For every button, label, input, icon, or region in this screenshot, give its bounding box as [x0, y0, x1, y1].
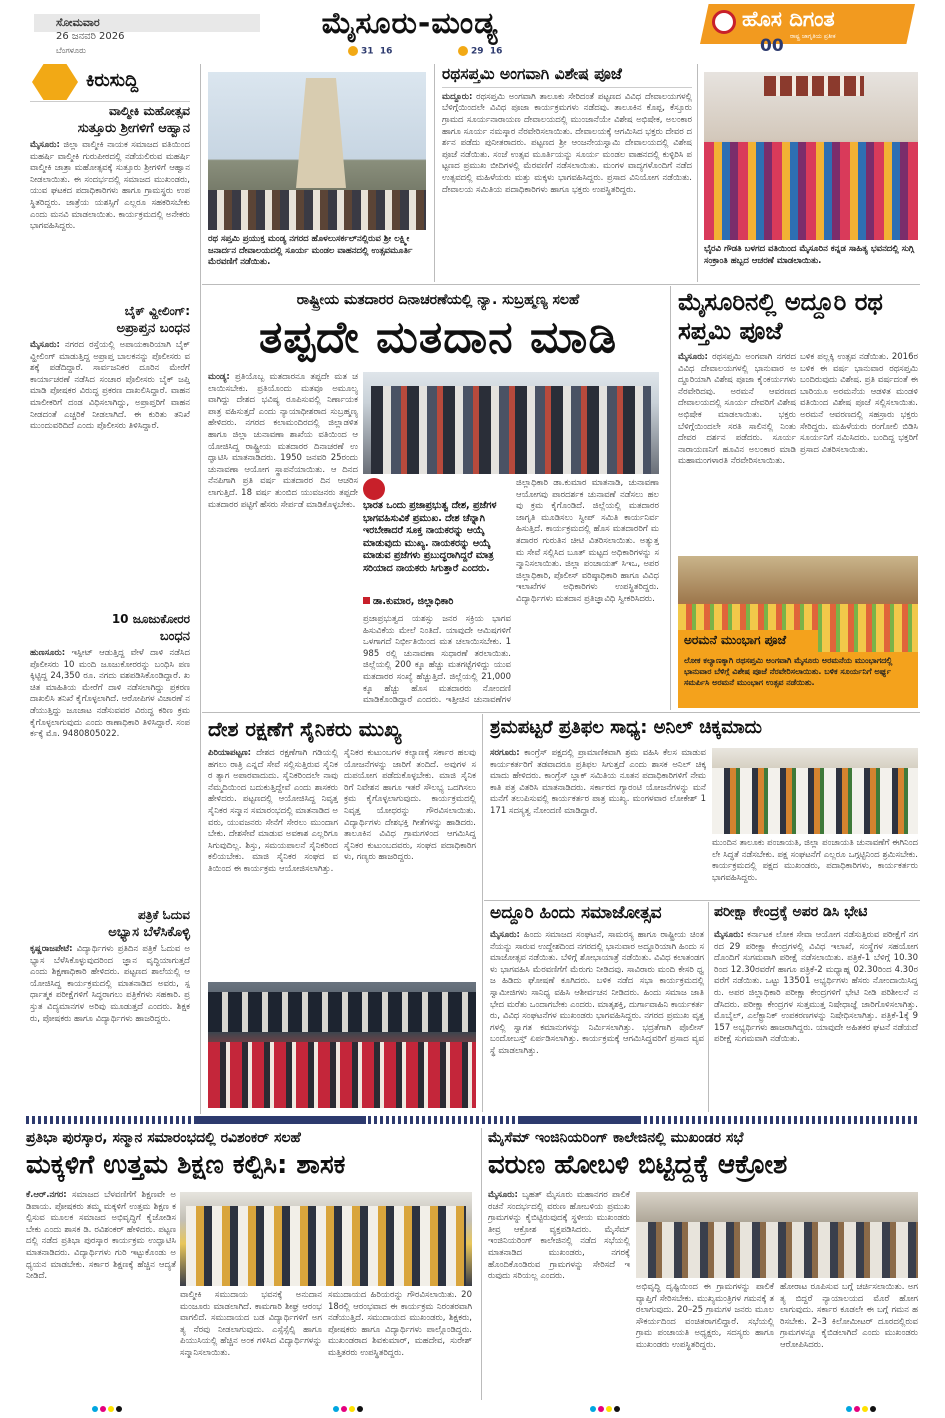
people-row: [712, 768, 918, 834]
brief-title: ಸುತ್ತೂರು ಶ್ರೀಗಳಿಗೆ ಆಹ್ವಾನ: [77, 121, 190, 136]
quote-bullet: [363, 597, 370, 604]
brand-logo-icon: [712, 10, 736, 34]
brief-title: ಬಂಧನ: [159, 629, 190, 644]
magenta-dot: [854, 1406, 860, 1412]
shrama-col-1: ಸರಗೂರು: ಕಾಂಗ್ರೆಸ್ ಪಕ್ಷದಲ್ಲಿ ಪ್ರಾಮಾಣಿಕವಾಗಿ ಶ್ರಮ ವಹಿಸಿ ಕೆಲಸ ಮಾಡುವ ಕಾರ್ಯಕರ್ತರಿಗೆ ತಡವಾದರೂ ಪ್ರತಿಫಲ ಸಿಗುತ್ತದೆ ಎಂದು ಶಾಸಕ ಅನಿಲ್ ಚಿಕ್ಕಮಾದು ಹೇಳಿದರು. ಕಾಂಗ್ರೆಸ್ ಬ್ಲಾಕ್ ಸಮಿತಿಯ ನೂತನ ಪದಾಧಿಕಾರಿಗಳಿಗೆ ನೇಮಕಾತಿ ಪತ್ರ ವಿತರಿಸಿ ಮಾತನಾಡಿದರು. ಸರ್ಕಾರದ ಗ್ಯಾರಂಟಿ ಯೋಜನೆಗಳನ್ನು ಮನೆ ಮನೆಗೆ ತಲುಪಿಸುವಲ್ಲಿ ಕಾರ್ಯಕರ್ತರ ಪಾತ್ರ ಮುಖ್ಯ. ಮಂಗಳವಾರ ಲೋಕೇಶ್ 1171 ಸದಸ್ಯತ್ವ ನೋಂದಣಿ ಮಾಡಿದ್ದಾರೆ.: [490, 748, 706, 816]
cyan-dot: [333, 1406, 339, 1412]
lead-col-4: ಪ್ರಜಾಪ್ರಭುತ್ವದ ಯಶಸ್ಸು ಜನರ ಸಕ್ರಿಯ ಭಾಗವಹಿಸುವಿಕೆಯ ಮೇಲೆ ನಿಂತಿದೆ. ಯಾವುದೇ ಆಮಿಷಗಳಿಗೆ ಒಳಗಾಗದೆ ನಿರ್ಭೀತಿಯಿಂದ ಮತ ಚಲಾಯಿಸಬೇಕು. 1985 ರಲ್ಲಿ ಚುನಾವಣಾ ಸುಧಾರಣೆ ತರಲಾಯಿತು. ಜಿಲ್ಲೆಯಲ್ಲಿ 200 ಕ್ಕೂ ಹೆಚ್ಚು ಮತಗಟ್ಟೆಗಳಿದ್ದು ಯುವ ಮತದಾರರ ಸಂಖ್ಯೆ ಹೆಚ್ಚುತ್ತಿದೆ. ಜಿಲ್ಲೆಯಲ್ಲಿ 21,000 ಕ್ಕೂ ಹೆಚ್ಚು ಹೊಸ ಮತದಾರರು ನೋಂದಣಿ ಮಾಡಿಕೊಂಡಿದ್ದಾರೆ ಎಂದರು. ಇತ್ತೀಚಿನ ಚುನಾವಣೆಗಳ: [363, 614, 511, 706]
palace-photo-caption: ಲೋಕ ಕಲ್ಯಾಣಕ್ಕಾಗಿ ರಥಸಪ್ತಮಿ ಅಂಗವಾಗಿ ಮೈಸೂರು ಅರಮನೆಯ ಮುಂಭಾಗದಲ್ಲಿ ಭಾನುವಾರ ಬೆಳಿಗ್ಗೆ ವಿಶೇಷ ಪೂಜೆ ನೆರವೇರಿಸಲಾಯಿತು. ಬಳಿಕ ಸೂರ್ಯನಿಗೆ ಅರ್ಘ್ಯ ಸಮರ್ಪಿಸಿ ಅರಮನೆ ಮುಂಭಾಗ ಉತ್ಸವ ನಡೆಯಿತು.: [684, 656, 893, 687]
lead-col-3: ಜಿಲ್ಲಾಧಿಕಾರಿ ಡಾ.ಕುಮಾರ ಮಾತನಾಡಿ, ಚುನಾವಣಾ ಆಯೋಗವು ಪಾರದರ್ಶಕ ಚುನಾವಣೆ ನಡೆಸಲು ಹಲವು ಕ್ರಮ ಕೈಗೊಂಡಿದೆ. ಜಿಲ್ಲೆಯಲ್ಲಿ ಮತದಾರರ ಜಾಗೃತಿ ಮೂಡಿಸಲು ಸ್ವೀಪ್ ಸಮಿತಿ ಕಾರ್ಯನಿರ್ವಹಿಸುತ್ತಿದೆ. ಕಾರ್ಯಕ್ರಮದಲ್ಲಿ ಹೊಸ ಮತದಾರರಿಗೆ ಮತದಾರರ ಗುರುತಿನ ಚೀಟಿ ವಿತರಿಸಲಾಯಿತು. ಅತ್ಯುತ್ತಮ ಸೇವೆ ಸಲ್ಲಿಸಿದ ಬೂತ್ ಮಟ್ಟದ ಅಧಿಕಾರಿಗಳನ್ನು ಸನ್ಮಾನಿಸಲಾಯಿತು. ಜಿಲ್ಲಾ ಪಂಚಾಯತ್ ಸಿಇಒ, ಅಪರ ಜಿಲ್ಲಾಧಿಕಾರಿ, ಪೊಲೀಸ್ ವರಿಷ್ಠಾಧಿಕಾರಿ ಹಾಗೂ ವಿವಿಧ ಇಲಾಖೆಗಳ ಅಧಿಕಾರಿಗಳು ಉಪಸ್ಥಿತರಿದ್ದರು. ವಿದ್ಯಾರ್ಥಿಗಳು ಮತದಾನ ಪ್ರತಿಜ್ಞಾವಿಧಿ ಸ್ವೀಕರಿಸಿದರು.: [516, 478, 659, 604]
quote-icon: [363, 478, 385, 500]
officials-row: [371, 386, 651, 474]
article-title: ರಥಸಪ್ತಮಿ ಅಂಗವಾಗಿ ವಿಶೇಷ ಪೂಜೆ: [442, 66, 692, 88]
day-label: ಸೋಮವಾರ: [56, 16, 100, 29]
education-col-3: ಸಮುದಾಯದ ಹಿರಿಯರನ್ನು ಗೌರವಿಸಲಾಯಿತು. 2018ರಲ್ಲಿ ಆರಂಭವಾದ ಈ ಕಾರ್ಯಕ್ರಮ ನಿರಂತರವಾಗಿ ನಡೆಯುತ್ತಿದೆ. ಸಮುದಾಯದ ಮುಖಂಡರು, ಶಿಕ್ಷಕರು, ಪೋಷಕರು ಹಾಗೂ ವಿದ್ಯಾರ್ಥಿಗಳು ಪಾಲ್ಗೊಂಡಿದ್ದರು. ಮುಖಂಡರಾದ ಶಿವಕುಮಾರ್, ಮಹದೇವ, ಸುರೇಶ್ ಮತ್ತಿತರರು ಉಪಸ್ಥಿತರಿದ್ದರು.: [328, 1290, 472, 1358]
sankranti-photo-caption: ಭೈರವಿ ಗೌಡತಿ ಬಳಗದ ವತಿಯಿಂದ ಮೈಸೂರಿನ ಕನ್ನಡ ಸಾಹಿತ್ಯ ಭವನದಲ್ಲಿ ಸುಗ್ಗಿ ಸಂಕ್ರಾಂತಿ ಹಬ್ಬದ ಆಚರಣೆ ಮಾಡಲಾಯಿತು.: [704, 244, 915, 266]
pariksha-headline: ಪರೀಕ್ಷಾ ಕೇಂದ್ರಕ್ಕೆ ಅಪರ ಡಿಸಿ ಭೇಟಿ: [714, 904, 868, 920]
varuna-col-3: ಹೋರಾಟ ರೂಪಿಸುವ ಬಗ್ಗೆ ಚರ್ಚಿಸಲಾಯಿತು. ಅಗತ್ಯ ಬಿದ್ದರೆ ನ್ಯಾಯಾಲಯದ ಮೊರೆ ಹೋಗಲಾಗುವುದು. ಸರ್ಕಾರ ಕೂಡಲೇ ಈ ಬಗ್ಗೆ ಗಮನ ಹರಿಸಬೇಕು. 2–3 ಕಿಲೋಮೀಟರ್ ದೂರದಲ್ಲಿರುವ ಗ್ರಾಮಗಳನ್ನೂ ಕೈಬಿಡಲಾಗಿದೆ ಎಂದು ಮುಖಂಡರು ಆರೋಪಿಸಿದರು.: [780, 1282, 918, 1350]
army-col-1: ಪಿರಿಯಾಪಟ್ಟಣ: ದೇಶದ ರಕ್ಷಣೆಗಾಗಿ ಗಡಿಯಲ್ಲಿ ಹಗಲು ರಾತ್ರಿ ಎನ್ನದೆ ಸೇವೆ ಸಲ್ಲಿಸುತ್ತಿರುವ ಸೈನಿಕರ ತ್ಯಾಗ ಅಪಾರವಾದುದು. ಸೈನಿಕರಿಂದಲೇ ನಾವು ನೆಮ್ಮದಿಯಿಂದ ಬದುಕುತ್ತಿದ್ದೇವೆ ಎಂದು ಶಾಸಕರು ಹೇಳಿದರು. ಪಟ್ಟಣದಲ್ಲಿ ಆಯೋಜಿಸಿದ್ದ ನಿವೃತ್ತ ಸೈನಿಕರ ಸನ್ಮಾನ ಸಮಾರಂಭದಲ್ಲಿ ಮಾತನಾಡಿದ ಅವರು, ಯುವಜನರು ಸೇನೆಗೆ ಸೇರಲು ಮುಂದಾಗಬೇಕು. ದೇಶಸೇವೆ ಮಾಡುವ ಅವಕಾಶ ಎಲ್ಲರಿಗೂ ಸಿಗುವುದಿಲ್ಲ. ಶಿಸ್ತು, ಸಮಯಪಾಲನೆ ಸೈನಿಕರಿಂದ ಕಲಿಯಬೇಕು. ಮಾಜಿ ಸೈನಿಕರ ಸಂಘದ ವತಿಯಿಂದ ಈ ಕಾರ್ಯಕ್ರಮ ಆಯೋಜಿಸಲಾಗಿತ್ತು.: [208, 748, 338, 874]
brief-2: [30, 304, 190, 558]
quote-text: ಭಾರತ ಒಂದು ಪ್ರಜಾಪ್ರಭುತ್ವ ದೇಶ, ಪ್ರಜೆಗಳ ಭಾಗವಹಿಸುವಿಕೆ ಪ್ರಮುಖ. ದೇಶ ಚೆನ್ನಾಗಿ ಇರಬೇಕಾದರೆ ಸೂಕ್ತ ನಾಯಕರನ್ನು ಆಯ್ಕೆ ಮಾಡುವುದು ಮುಖ್ಯ. ನಾಯಕರನ್ನು ಆಯ್ಕೆ ಮಾಡುವ ಪ್ರಜೆಗಳು ಪ್ರಬುದ್ಧರಾಗಿದ್ದರೆ ಮಾತ್ರ ಸರಿಯಾದ ನಾಯಕರು ಸಿಗುತ್ತಾರೆ ಎಂದರು.: [363, 500, 497, 574]
print-registration-marks-left: [92, 1406, 124, 1412]
column-divider: [200, 64, 201, 1114]
ratha-col-1: ಮೈಸೂರು: ರಥಸಪ್ತಮಿ ಅಂಗವಾಗಿ ನಗರದ ವಿವಿಧ ದೇವಾಲಯಗಳಲ್ಲಿ ಭಾನುವಾರ ಅದ್ದೂರಿಯಾಗಿ ವಿಶೇಷ ಪೂಜಾ ಕೈಂಕರ್ಯಗಳು ನೆರವೇರಿದವು. ಅರಮನೆ ಆವರಣದ ದೇವಾಲಯದಲ್ಲಿ ಸೂರ್ಯ ದೇವರಿಗೆ ವಿಶೇಷ ಅಭಿಷೇಕ ಮಾಡಲಾಯಿತು. ಭಕ್ತರು ಬೆಳಿಗ್ಗೆಯಿಂದಲೇ ಸರತಿ ಸಾಲಿನಲ್ಲಿ ನಿಂತು ದೇವರ ದರ್ಶನ ಪಡೆದರು. ಸೂರ್ಯ ನಾರಾಯಣನಿಗೆ ಹೂವಿನ ಅಲಂಕಾರ ಮಾಡಿ ಮಹಾಮಂಗಳಾರತಿ ನೆರವೇರಿಸಲಾಯಿತು.: [678, 352, 796, 467]
separator-accent: [520, 1116, 640, 1124]
brand-name: ಹೊಸ ದಿಗಂತ: [742, 7, 835, 31]
brief-kicker: ಬೈಕ್ ವ್ಹೀಲಿಂಗ್:: [124, 304, 190, 318]
brief-body: ಮೈಸೂರು: ನಗರದ ರಸ್ತೆಯಲ್ಲಿ ಅಪಾಯಕಾರಿಯಾಗಿ ಬೈಕ್ ವ್ಹೀಲಿಂಗ್ ಮಾಡುತ್ತಿದ್ದ ಅಪ್ರಾಪ್ತ ಬಾಲಕನನ್ನು ಪೊಲೀಸರು ವಶಕ್ಕೆ ಪಡೆದಿದ್ದಾರೆ. ಸಾರ್ವಜನಿಕರ ದೂರಿನ ಮೇರೆಗೆ ಕಾರ್ಯಾಚರಣೆ ನಡೆಸಿದ ಸಂಚಾರ ಪೊಲೀಸರು ಬೈಕ್ ಜಪ್ತಿ ಮಾಡಿ ಪೋಷಕರ ವಿರುದ್ಧ ಪ್ರಕರಣ ದಾಖಲಿಸಿದ್ದಾರೆ. ವಾಹನ ಮಾಲೀಕರಿಗೆ ದಂಡ ವಿಧಿಸಲಾಗಿದ್ದು, ಅಪ್ರಾಪ್ತರಿಗೆ ವಾಹನ ನೀಡದಂತೆ ಎಚ್ಚರಿಕೆ ನೀಡಲಾಗಿದೆ. ಈ ಕುರಿತು ತನಿಖೆ ಮುಂದುವರಿದಿದೆ ಎಂದು ಪೊಲೀಸರು ತಿಳಿಸಿದ್ದಾರೆ.: [30, 340, 190, 432]
brief-kicker: ವಾಲ್ಮೀಕಿ ಮಹೋತ್ಸವ: [108, 104, 190, 118]
cyan-dot: [92, 1406, 98, 1412]
temple-photo-caption: ರಥ ಸಪ್ತಮಿ ಪ್ರಯುಕ್ತ ಮಂಡ್ಯ ನಗರದ ಹೊಳಲುಸರ್ಕಲ್‌ನಲ್ಲಿರುವ ಶ್ರೀ ಲಕ್ಷ್ಮೀ ಜನಾರ್ದನ ದೇವಾಲಯದಲ್ಲಿ ಸೂರ್ಯ ಮಂಡಲ ವಾಹನದಲ್ಲಿ ಉತ್ಸವಮೂರ್ತಿ ಮೆರವಣಿಗೆ ನಡೆಯಿತು.: [208, 234, 413, 267]
honorees-row: [186, 1206, 466, 1286]
black-dot: [870, 1406, 876, 1412]
weather-2: 29 16: [458, 46, 502, 57]
black-dot: [116, 1406, 122, 1412]
brief-body: ಮೈಸೂರು: ಜಿಲ್ಲಾ ವಾಲ್ಮೀಕಿ ನಾಯಕ ಸಮಾಜದ ವತಿಯಿಂದ ಮಹರ್ಷಿ ವಾಲ್ಮೀಕಿ ಗುರುಪೀಠದಲ್ಲಿ ನಡೆಯಲಿರುವ ಮಹರ್ಷಿ ವಾಲ್ಮೀಕಿ ಜಾತ್ರಾ ಮಹೋತ್ಸವಕ್ಕೆ ಸುತ್ತೂರು ಶ್ರೀಗಳಿಗೆ ಆಹ್ವಾನ ನೀಡಲಾಯಿತು. ಈ ಸಂದರ್ಭದಲ್ಲಿ ಸಮಾಜದ ಮುಖಂಡರು, ಯುವ ಘಟಕದ ಪದಾಧಿಕಾರಿಗಳು ಹಾಗೂ ಗ್ರಾಮಸ್ಥರು ಉಪಸ್ಥಿತರಿದ್ದರು. ಜಾತ್ರೆಯ ಯಶಸ್ಸಿಗೆ ಎಲ್ಲರೂ ಸಹಕರಿಸಬೇಕು ಎಂದು ಮನವಿ ಮಾಡಲಾಯಿತು. ಕಾರ್ಯಕ್ರಮದಲ್ಲಿ ಅನೇಕರು ಭಾಗವಹಿಸಿದ್ದರು.: [30, 140, 190, 232]
column-divider: [481, 1128, 482, 1400]
varuna-headline: ವರುಣ ಹೋಬಳಿ ಬಿಟ್ಟಿದ್ದಕ್ಕೆ ಆಕ್ರೋಶ: [488, 1150, 788, 1180]
soldiers-row: [208, 992, 476, 1032]
meeting-photo: [636, 1192, 918, 1278]
brief-kicker: 10 ಜೂಜುಕೋರರ: [111, 612, 190, 626]
temple-tower: [296, 78, 346, 188]
kirusuddi-header: [30, 62, 190, 102]
group-of-people: [704, 142, 918, 240]
brief-body: ಹುಣಸೂರು: ಇಸ್ಪೀಟ್ ಆಡುತ್ತಿದ್ದ ವೇಳೆ ದಾಳಿ ನಡೆಸಿದ ಪೊಲೀಸರು 10 ಮಂದಿ ಜೂಜುಕೋರರನ್ನು ಬಂಧಿಸಿ ಪಣಕ್ಕಿಟ್ಟಿದ್ದ 24,350 ರೂ. ನಗದು ವಶಪಡಿಸಿಕೊಂಡಿದ್ದಾರೆ. ಖಚಿತ ಮಾಹಿತಿಯ ಮೇರೆಗೆ ದಾಳಿ ನಡೆಸಲಾಗಿದ್ದು ಪ್ರಕರಣ ದಾಖಲಿಸಿ ತನಿಖೆ ಕೈಗೊಳ್ಳಲಾಗಿದೆ. ಆರೋಪಿಗಳ ವಿಚಾರಣೆ ನಡೆಯುತ್ತಿದ್ದು ಜೂಜಾಟ ನಡೆಸುವವರ ವಿರುದ್ಧ ಕಠಿಣ ಕ್ರಮ ಕೈಗೊಳ್ಳಲಾಗುವುದು ಎಂದು ಠಾಣಾಧಿಕಾರಿ ತಿಳಿಸಿದ್ದಾರೆ. ಸಂಪರ್ಕಕ್ಕೆ ಮೊ. 9480805022.: [30, 648, 190, 740]
samajotsava-headline: ಅದ್ದೂರಿ ಹಿಂದು ಸಮಾಜೋತ್ಸವ: [490, 903, 662, 923]
pointing-hand-icon: [32, 64, 78, 100]
education-col-1: ಕೆ.ಆರ್.ನಗರ: ಸಮಾಜದ ಬೆಳವಣಿಗೆಗೆ ಶಿಕ್ಷಣವೇ ಅಡಿಪಾಯ. ಪೋಷಕರು ತಮ್ಮ ಮಕ್ಕಳಿಗೆ ಉತ್ತಮ ಶಿಕ್ಷಣ ಕಲ್ಪಿಸುವ ಮೂಲಕ ಸಮಾಜದ ಅಭಿವೃದ್ಧಿಗೆ ಕೈಜೋಡಿಸಬೇಕು ಎಂದು ಶಾಸಕ ಡಿ. ರವಿಶಂಕರ್ ಹೇಳಿದರು. ಪಟ್ಟಣದಲ್ಲಿ ನಡೆದ ಪ್ರತಿಭಾ ಪುರಸ್ಕಾರ ಕಾರ್ಯಕ್ರಮ ಉದ್ಘಾಟಿಸಿ ಮಾತನಾಡಿದರು. ವಿದ್ಯಾರ್ಥಿಗಳು ಗುರಿ ಇಟ್ಟುಕೊಂಡು ಅಧ್ಯಯನ ಮಾಡಬೇಕು. ಸರ್ಕಾರ ಶಿಕ್ಷಣಕ್ಕೆ ಹೆಚ್ಚಿನ ಆದ್ಯತೆ ನೀಡಿದೆ.: [26, 1190, 176, 1282]
print-registration-marks-center-left: [333, 1406, 365, 1412]
yellow-dot: [862, 1406, 868, 1412]
cyan-dot: [590, 1406, 596, 1412]
sun-icon: [458, 46, 468, 56]
ratha-special-article: [442, 66, 692, 282]
education-kicker: ಪ್ರತಿಭಾ ಪುರಸ್ಕಾರ, ಸನ್ಮಾನ ಸಮಾರಂಭದಲ್ಲಿ ರವಿಶಂಕರ್ ಸಲಹೆ: [26, 1130, 301, 1146]
brief-3: [30, 612, 190, 878]
magenta-dot: [100, 1406, 106, 1412]
ratha-headline: ಮೈಸೂರಿನಲ್ಲಿ ಅದ್ದೂರಿ ರಥ ಸಪ್ತಮಿ ಪೂಜೆ: [678, 288, 883, 345]
row-divider: [484, 900, 920, 901]
row-divider: [202, 284, 920, 285]
shrama-headline: ಶ್ರಮಪಟ್ಟರೆ ಪ್ರತಿಫಲ ಸಾಧ್ಯ: ಅನಿಲ್ ಚಿಕ್ಕಮಾದು: [490, 717, 763, 738]
brief-kicker: ಪತ್ರಿಕೆ ಓದುವ: [138, 908, 190, 922]
page-number: 00: [760, 36, 784, 56]
black-dot: [357, 1406, 363, 1412]
column-divider: [482, 714, 483, 1112]
brief-1: [30, 104, 190, 292]
congress-photo: [712, 748, 918, 834]
section-separator: [26, 1116, 920, 1124]
varuna-col-1: ಮೈಸೂರು: ಬೃಹತ್ ಮೈಸೂರು ಮಹಾನಗರ ಪಾಲಿಕೆ ರಚನೆ ಸಂದರ್ಭದಲ್ಲಿ ವರುಣ ಹೋಬಳಿಯ ಪ್ರಮುಖ ಗ್ರಾಮಗಳನ್ನು ಕೈಬಿಟ್ಟಿರುವುದಕ್ಕೆ ಸ್ಥಳೀಯ ಮುಖಂಡರು ತೀವ್ರ ಆಕ್ರೋಶ ವ್ಯಕ್ತಪಡಿಸಿದರು. ಮೈಸೆಮ್ ಇಂಜಿನಿಯರಿಂಗ್ ಕಾಲೇಜಿನಲ್ಲಿ ನಡೆದ ಸಭೆಯಲ್ಲಿ ಮಾತನಾಡಿದ ಮುಖಂಡರು, ನಗರಕ್ಕೆ ಹೊಂದಿಕೊಂಡಿರುವ ಗ್ರಾಮಗಳನ್ನು ಸೇರಿಸದೆ ಇರುವುದು ಸರಿಯಲ್ಲ ಎಂದರು.: [488, 1190, 630, 1282]
felicitation-photo: [180, 1192, 472, 1286]
yellow-dot: [108, 1406, 114, 1412]
brief-title: ಅಭ್ಯಾಸ ಬೆಳೆಸಿಕೊಳ್ಳಿ: [108, 925, 190, 940]
kirusuddi-title: ಕಿರುಸುದ್ದಿ: [86, 70, 139, 91]
brief-4: [30, 908, 190, 1104]
temple-photo: [208, 72, 426, 230]
print-registration-marks-right: [846, 1406, 878, 1412]
students-row: [208, 1042, 476, 1108]
education-headline: ಮಕ್ಕಳಿಗೆ ಉತ್ತಮ ಶಿಕ್ಷಣ ಕಲ್ಪಿಸಿ: ಶಾಸಕ: [26, 1150, 346, 1180]
attendees-row: [636, 1222, 918, 1278]
date-label: 26 ಜನವರಿ 2026: [56, 31, 125, 42]
column-divider: [708, 902, 709, 1112]
varuna-col-2: ಅಭಿವೃದ್ಧಿ ದೃಷ್ಟಿಯಿಂದ ಈ ಗ್ರಾಮಗಳನ್ನು ಪಾಲಿಕೆ ವ್ಯಾಪ್ತಿಗೆ ಸೇರಿಸಬೇಕು. ಮುಖ್ಯಮಂತ್ರಿಗಳ ಗಮನಕ್ಕೆ ತರಲಾಗುವುದು. 20–25 ಗ್ರಾಮಗಳ ಜನರು ಮೂಲಸೌಕರ್ಯದಿಂದ ವಂಚಿತರಾಗಲಿದ್ದಾರೆ. ಸಭೆಯಲ್ಲಿ ಗ್ರಾಮ ಪಂಚಾಯತಿ ಅಧ್ಯಕ್ಷರು, ಸದಸ್ಯರು ಹಾಗೂ ಮುಖಂಡರು ಉಪಸ್ಥಿತರಿದ್ದರು.: [636, 1282, 774, 1350]
print-registration-marks-center-right: [590, 1406, 622, 1412]
brief-title: ಅಪ್ರಾಪ್ತನ ಬಂಧನ: [116, 321, 190, 336]
soldiers-photo: [208, 982, 476, 1108]
shrama-col-2: ಮುಂದಿನ ತಾಲೂಕು ಪಂಚಾಯತಿ, ಜಿಲ್ಲಾ ಪಂಚಾಯತಿ ಚುನಾವಣೆಗೆ ಈಗಿನಿಂದಲೇ ಸಿದ್ಧತೆ ನಡೆಸಬೇಕು. ಪಕ್ಷ ಸಂಘಟನೆಗೆ ಎಲ್ಲರೂ ಒಗ್ಗಟ್ಟಿನಿಂದ ಶ್ರಮಿಸಬೇಕು. ಕಾರ್ಯಕ್ರಮದಲ್ಲಿ ಪಕ್ಷದ ಮುಖಂಡರು, ಪದಾಧಿಕಾರಿಗಳು, ಕಾರ್ಯಕರ್ತರು ಭಾಗವಹಿಸಿದ್ದರು.: [712, 838, 918, 883]
sankranti-photo: [704, 72, 918, 240]
education-col-2: ವಾಲ್ಮೀಕಿ ಸಮುದಾಯ ಭವನಕ್ಕೆ ಅನುದಾನ ಮಂಜೂರು ಮಾಡಲಾಗಿದೆ. ಕಾಮಗಾರಿ ಶೀಘ್ರ ಆರಂಭವಾಗಲಿದೆ. ಸಮುದಾಯದ ಬಡ ವಿದ್ಯಾರ್ಥಿಗಳಿಗೆ ಅಗತ್ಯ ನೆರವು ನೀಡಲಾಗುವುದು. ಎಸ್ಸೆಸ್ಸೆಲ್ಸಿ ಹಾಗೂ ಪಿಯುಸಿಯಲ್ಲಿ ಹೆಚ್ಚಿನ ಅಂಕ ಗಳಿಸಿದ ವಿದ್ಯಾರ್ಥಿಗಳನ್ನು ಸನ್ಮಾನಿಸಲಾಯಿತು.: [180, 1290, 322, 1358]
article-body: ಮದ್ದೂರು: ರಥಸಪ್ತಮಿ ಅಂಗವಾಗಿ ತಾಲೂಕು ಸೇರಿದಂತೆ ಪಟ್ಟಣದ ವಿವಿಧ ದೇವಾಲಯಗಳಲ್ಲಿ ಬೆಳಿಗ್ಗೆಯಿಂದಲೇ ವಿವಿಧ ಪೂಜಾ ಕಾರ್ಯಕ್ರಮಗಳು ನಡೆದವು. ತಾಲೂಕಿನ ಕೊಪ್ಪ, ಕೆಸ್ತೂರು ಗ್ರಾಮದ ಸೂರ್ಯನಾರಾಯಣ ದೇವಾಲಯದಲ್ಲಿ ಮುಂಜಾನೆಯೇ ವಿಶೇಷ ಅಭಿಷೇಕ, ಅಲಂಕಾರ ಹಾಗೂ ಸೂರ್ಯ ನಮಸ್ಕಾರ ನೆರವೇರಿಸಲಾಯಿತು. ದೇವಾಲಯಕ್ಕೆ ಆಗಮಿಸಿದ ಭಕ್ತರು ದೇವರ ದರ್ಶನ ಪಡೆದು ಪುನೀತರಾದರು. ಪಟ್ಟಣದ ಶ್ರೀ ಆಂಜನೇಯಸ್ವಾಮಿ ದೇವಾಲಯದಲ್ಲಿ ವಿಶೇಷ ಪೂಜೆ ನಡೆಯಿತು. ಸಂಜೆ ಉತ್ಸವ ಮೂರ್ತಿಯನ್ನು ಸೂರ್ಯ ಮಂಡಲ ವಾಹನದಲ್ಲಿ ಕುಳ್ಳಿರಿಸಿ ಪಟ್ಟಣದ ಪ್ರಮುಖ ಬೀದಿಗಳಲ್ಲಿ ಮೆರವಣಿಗೆ ನಡೆಸಲಾಯಿತು. ಮಂಗಳ ವಾದ್ಯಗಳೊಂದಿಗೆ ನಡೆದ ಉತ್ಸವದಲ್ಲಿ ಮಹಿಳೆಯರು ಮತ್ತು ಮಕ್ಕಳು ಭಾಗವಹಿಸಿದ್ದರು. ಪ್ರಸಾದ ವಿನಿಯೋಗ ನಡೆಯಿತು. ದೇವಾಲಯ ಸಮಿತಿಯ ಪದಾಧಿಕಾರಿಗಳು ಹಾಗೂ ಭಕ್ತರು ಉಪಸ್ಥಿತರಿದ್ದರು.: [442, 91, 692, 195]
quote-attribution: ಡಾ.ಕುಮಾರ, ಜಿಲ್ಲಾಧಿಕಾರಿ: [363, 596, 453, 607]
palace-photo-label-text: ಅರಮನೆ ಮುಂಭಾಗ ಪೂಜೆ: [684, 633, 787, 647]
pariksha-body: ಮೈಸೂರು: ಕರ್ನಾಟಕ ಲೋಕ ಸೇವಾ ಆಯೋಗ ನಡೆಸುತ್ತಿರುವ ಪರೀಕ್ಷೆಗೆ ನಗರದ 29 ಪರೀಕ್ಷಾ ಕೇಂದ್ರಗಳಲ್ಲಿ ವಿವಿಧ ಇಲಾಖೆ, ಸಂಸ್ಥೆಗಳ ಸಹಯೋಗದೊಂದಿಗೆ ಸುಗಮವಾಗಿ ಪರೀಕ್ಷೆ ನಡೆಸಲಾಯಿತು. ಪತ್ರಿಕೆ-1 ಬೆಳಿಗ್ಗೆ 10.30ರಿಂದ 12.30ರವರೆಗೆ ಹಾಗೂ ಪತ್ರಿಕೆ-2 ಮಧ್ಯಾಹ್ನ 02.30ರಿಂದ 4.30ರವರೆಗೆ ನಡೆಯಿತು. ಒಟ್ಟು 13501 ಅಭ್ಯರ್ಥಿಗಳು ಹೆಸರು ನೋಂದಾಯಿಸಿದ್ದರು. ಅಪರ ಜಿಲ್ಲಾಧಿಕಾರಿ ಪರೀಕ್ಷಾ ಕೇಂದ್ರಗಳಿಗೆ ಭೇಟಿ ನೀಡಿ ಪರಿಶೀಲನೆ ನಡೆಸಿದರು. ಪರೀಕ್ಷಾ ಕೇಂದ್ರಗಳ ಸುತ್ತಮುತ್ತ ನಿಷೇಧಾಜ್ಞೆ ಜಾರಿಗೊಳಿಸಲಾಗಿತ್ತು. ಮೊಬೈಲ್, ಎಲೆಕ್ಟ್ರಾನಿಕ್ ಉಪಕರಣಗಳನ್ನು ನಿಷೇಧಿಸಲಾಗಿತ್ತು. ಪತ್ರಿಕೆ-1ಕ್ಕೆ 9157 ಅಭ್ಯರ್ಥಿಗಳು ಹಾಜರಾಗಿದ್ದರು. ಯಾವುದೇ ಅಹಿತಕರ ಘಟನೆ ನಡೆಯದೆ ಪರೀಕ್ಷೆ ಸುಗಮವಾಗಿ ನಡೆಯಿತು.: [714, 930, 918, 1045]
samajotsava-body: ಮೈಸೂರು: ಹಿಂದು ಸಮಾಜದ ಸಂಘಟನೆ, ಸಾಮರಸ್ಯ ಹಾಗೂ ರಾಷ್ಟ್ರೀಯ ಚಿಂತನೆಯನ್ನು ಸಾರುವ ಉದ್ದೇಶದಿಂದ ನಗರದಲ್ಲಿ ಭಾನುವಾರ ಅದ್ದೂರಿಯಾಗಿ ಹಿಂದು ಸಮಾಜೋತ್ಸವ ನಡೆಯಿತು. ಬೆಳಿಗ್ಗೆ ಶೋಭಾಯಾತ್ರೆ ನಡೆಯಿತು. ವಿವಿಧ ಕಲಾತಂಡಗಳು ಭಾಗವಹಿಸಿ ಮೆರವಣಿಗೆಗೆ ಮೆರುಗು ನೀಡಿದವು. ಸಾವಿರಾರು ಮಂದಿ ಕೇಸರಿ ಧ್ವಜ ಹಿಡಿದು ಘೋಷಣೆ ಕೂಗಿದರು. ಬಳಿಕ ನಡೆದ ಸಭಾ ಕಾರ್ಯಕ್ರಮದಲ್ಲಿ ಸ್ವಾಮೀಜಿಗಳು ಸಾನಿಧ್ಯ ವಹಿಸಿ ಆಶೀರ್ವಚನ ನೀಡಿದರು. ಹಿಂದು ಸಮಾಜ ಜಾತಿ ಭೇದ ಮರೆತು ಒಂದಾಗಬೇಕು ಎಂದರು. ಮಾತೃಶಕ್ತಿ, ದುರ್ಗಾವಾಹಿನಿ ಕಾರ್ಯಕರ್ತರು, ವಿವಿಧ ಸಂಘಟನೆಗಳ ಮುಖಂಡರು ಭಾಗವಹಿಸಿದ್ದರು. ನಗರದ ಪ್ರಮುಖ ವೃತ್ತಗಳಲ್ಲಿ ಸ್ವಾಗತ ಕಮಾನುಗಳನ್ನು ನಿರ್ಮಿಸಲಾಗಿತ್ತು. ಭದ್ರತೆಗಾಗಿ ಪೊಲೀಸ್ ಬಂದೋಬಸ್ತ್ ಏರ್ಪಡಿಸಲಾಗಿತ್ತು. ಕಾರ್ಯಕ್ರಮಕ್ಕೆ ಆಗಮಿಸಿದ್ದವರಿಗೆ ಪ್ರಸಾದ ವ್ಯವಸ್ಥೆ ಮಾಡಲಾಗಿತ್ತು.: [490, 930, 704, 1056]
lead-col-1: ಮಂಡ್ಯ: ಪ್ರತಿಯೊಬ್ಬ ಮತದಾರನೂ ತಪ್ಪದೇ ಮತ ಚಲಾಯಿಸಬೇಕು. ಪ್ರತಿಯೊಂದು ಮತವೂ ಅಮೂಲ್ಯವಾಗಿದ್ದು ದೇಶದ ಭವಿಷ್ಯ ರೂಪಿಸುವಲ್ಲಿ ನಿರ್ಣಾಯಕ ಪಾತ್ರ ವಹಿಸುತ್ತದೆ ಎಂದು ನ್ಯಾಯಾಧೀಶರಾದ ಸುಬ್ರಹ್ಮಣ್ಯ ಹೇಳಿದರು. ನಗರದ ಕಲಾಮಂದಿರದಲ್ಲಿ ಜಿಲ್ಲಾಡಳಿತ ಹಾಗೂ ಜಿಲ್ಲಾ ಚುನಾವಣಾ ಶಾಖೆಯ ವತಿಯಿಂದ ಆಯೋಜಿಸಿದ್ದ ರಾಷ್ಟ್ರೀಯ ಮತದಾರರ ದಿನಾಚರಣೆ ಉದ್ಘಾಟಿಸಿ ಮಾತನಾಡಿದರು. 1950 ಜನವರಿ 25ರಂದು ಚುನಾವಣಾ ಆಯೋಗ ಸ್ಥಾಪನೆಯಾಯಿತು. ಆ ದಿನದ ನೆನಪಿಗಾಗಿ ಪ್ರತಿ ವರ್ಷ ಮತದಾರರ ದಿನ ಆಚರಿಸಲಾಗುತ್ತಿದೆ. 18 ವರ್ಷ ತುಂಬಿದ ಯುವಜನರು ತಪ್ಪದೇ ಮತದಾರರ ಪಟ್ಟಿಗೆ ಹೆಸರು ಸೇರ್ಪಡೆ ಮಾಡಿಕೊಳ್ಳಬೇಕು.: [208, 372, 358, 510]
separator-accent: [196, 1116, 366, 1124]
column-divider: [670, 286, 671, 710]
column-divider: [697, 64, 698, 282]
lead-headline: ತಪ್ಪದೇ ಮತದಾನ ಮಾಡಿ: [258, 312, 618, 363]
yellow-dot: [349, 1406, 355, 1412]
row-divider: [202, 712, 920, 713]
lead-kicker: ರಾಷ್ಟ್ರೀಯ ಮತದಾರರ ದಿನಾಚರಣೆಯಲ್ಲಿ ನ್ಯಾ. ಸುಬ್ರಹ್ಮಣ್ಯ ಸಲಹೆ: [296, 292, 580, 308]
black-dot: [614, 1406, 620, 1412]
sun-icon: [348, 46, 358, 56]
column-divider: [434, 64, 435, 282]
brand-tagline: ರಾಷ್ಟ್ರ ಜಾಗೃತಿಯ ಪ್ರತೀಕ: [790, 33, 836, 40]
kirusuddi-column: [26, 62, 196, 1116]
section-title: ಮೈಸೂರು-ಮಂಡ್ಯ: [321, 6, 499, 41]
banner-portraits: [764, 76, 864, 96]
brief-body: ಕೃಷ್ಣರಾಜಪೇಟೆ: ವಿದ್ಯಾರ್ಥಿಗಳು ಪ್ರತಿದಿನ ಪತ್ರಿಕೆ ಓದುವ ಅಭ್ಯಾಸ ಬೆಳೆಸಿಕೊಳ್ಳುವುದರಿಂದ ಜ್ಞಾನ ವೃದ್ಧಿಯಾಗುತ್ತದೆ ಎಂದು ಶಿಕ್ಷಣಾಧಿಕಾರಿ ಹೇಳಿದರು. ಪಟ್ಟಣದ ಶಾಲೆಯಲ್ಲಿ ಆಯೋಜಿಸಿದ್ದ ಕಾರ್ಯಕ್ರಮದಲ್ಲಿ ಮಾತನಾಡಿದ ಅವರು, ಸ್ಪರ್ಧಾತ್ಮಕ ಪರೀಕ್ಷೆಗಳಿಗೆ ಸಿದ್ಧರಾಗಲು ಪತ್ರಿಕೆಗಳು ಸಹಕಾರಿ. ಪ್ರಸ್ತುತ ವಿದ್ಯಮಾನಗಳ ಅರಿವು ಮೂಡುತ್ತದೆ ಎಂದರು. ಶಿಕ್ಷಕರು, ಪೋಷಕರು ಹಾಗೂ ವಿದ್ಯಾರ್ಥಿಗಳು ಹಾಜರಿದ್ದರು.: [30, 944, 190, 1024]
magenta-dot: [598, 1406, 604, 1412]
army-col-2: ಸೈನಿಕರ ಕುಟುಂಬಗಳ ಕಲ್ಯಾಣಕ್ಕೆ ಸರ್ಕಾರ ಹಲವು ಯೋಜನೆಗಳನ್ನು ಜಾರಿಗೆ ತಂದಿದೆ. ಅವುಗಳ ಸದುಪಯೋಗ ಪಡೆದುಕೊಳ್ಳಬೇಕು. ಮಾಜಿ ಸೈನಿಕರಿಗೆ ನಿವೇಶನ ಹಾಗೂ ಇತರೆ ಸೌಲಭ್ಯ ಒದಗಿಸಲು ಕ್ರಮ ಕೈಗೊಳ್ಳಲಾಗುವುದು. ಕಾರ್ಯಕ್ರಮದಲ್ಲಿ ನಿವೃತ್ತ ಯೋಧರನ್ನು ಗೌರವಿಸಲಾಯಿತು. ವಿದ್ಯಾರ್ಥಿಗಳು ದೇಶಭಕ್ತಿ ಗೀತೆಗಳನ್ನು ಹಾಡಿದರು. ತಾಲೂಕಿನ ವಿವಿಧ ಗ್ರಾಮಗಳಿಂದ ಆಗಮಿಸಿದ್ದ ಸೈನಿಕರ ಕುಟುಂಬದವರು, ಸಂಘದ ಪದಾಧಿಕಾರಿಗಳು, ಗಣ್ಯರು ಹಾಜರಿದ್ದರು.: [344, 748, 476, 863]
magenta-dot: [341, 1406, 347, 1412]
ratha-col-2: ಬಳಿಕ ಪಲ್ಲಕ್ಕಿ ಉತ್ಸವ ನಡೆಯಿತು. 2016ರ ಬಳಿಕ ಈ ವರ್ಷ ಭಾನುವಾರ ರಥಸಪ್ತಮಿ ಬಂದಿರುವುದು ವಿಶೇಷ. ಪ್ರತಿ ವರ್ಷದಂತೆ ಈ ಬಾರಿಯೂ ಅರಮನೆಯ ಆಡಳಿತ ಮಂಡಳಿ ವತಿಯಿಂದ ವಿಶೇಷ ಪೂಜೆ ಸಲ್ಲಿಸಲಾಯಿತು. ಅರಮನೆ ಆವರಣದಲ್ಲಿ ಸಹಸ್ರಾರು ಭಕ್ತರು ಸೇರಿದ್ದರು. ಮಹಿಳೆಯರು ರಂಗೋಲಿ ಬಿಡಿಸಿ ಸೂರ್ಯನಿಗೆ ನಮಿಸಿದರು. ಬಂದಿದ್ದ ಭಕ್ತರಿಗೆ ಪ್ರಸಾದ ವಿತರಿಸಲಾಯಿತು.: [800, 352, 918, 455]
army-headline: ದೇಶ ರಕ್ಷಣೆಗೆ ಸೈನಿಕರು ಮುಖ್ಯ: [208, 717, 402, 741]
varuna-kicker: ಮೈಸೆಮ್ ಇಂಜಿನಿಯರಿಂಗ್ ಕಾಲೇಜಿನಲ್ಲಿ ಮುಖಂಡರ ಸಭೆ: [488, 1130, 744, 1146]
crowd: [208, 190, 426, 230]
voters-day-photo: [363, 372, 659, 474]
weather-1: 31 16: [348, 46, 392, 57]
city-label: ಬೆಂಗಳೂರು: [56, 46, 86, 55]
yellow-dot: [606, 1406, 612, 1412]
cyan-dot: [846, 1406, 852, 1412]
masthead: [0, 0, 945, 62]
quote-box: [363, 478, 511, 612]
